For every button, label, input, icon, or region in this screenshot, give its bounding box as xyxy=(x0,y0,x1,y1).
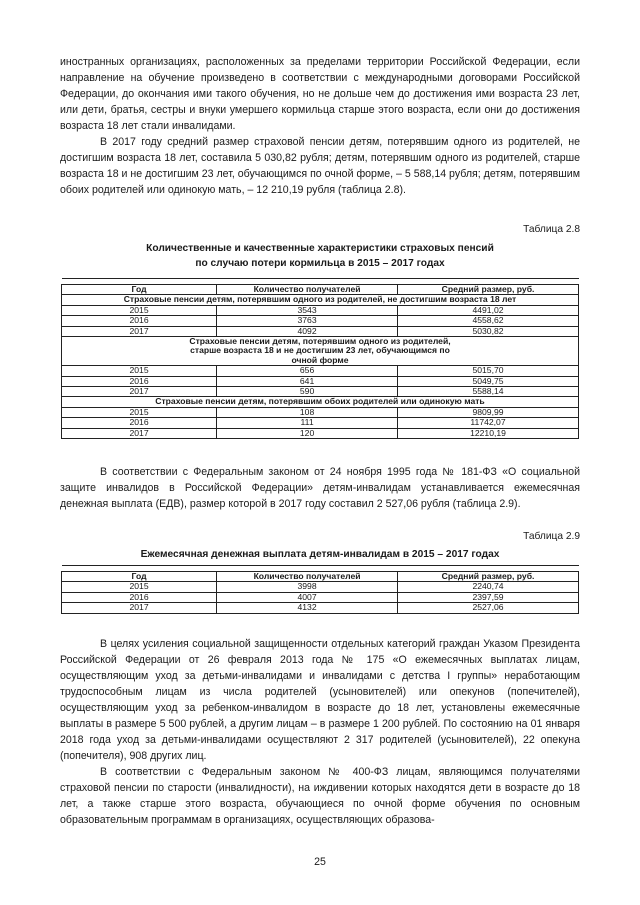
table-cell: 4558,62 xyxy=(398,316,579,326)
table-cell: 108 xyxy=(217,407,398,417)
table-cell: 3998 xyxy=(217,582,398,592)
table-row xyxy=(62,418,579,428)
table-cell: 2240,74 xyxy=(398,582,579,592)
column-header: Количество получателей xyxy=(217,285,398,295)
table-2-9-title: Ежемесячная денежная выплата детям-инвалидам в 2015 – 2017 годах xyxy=(140,549,500,560)
paragraph-400fz: В соответствии с Федеральным законом № 400-ФЗ лицам, являющимся получателями страховой пенсии по старости (инвалидности), на иждивении которых находятся дети в возрасте до 18 лет, а также старше этого возраста, обучающиеся по очной форме обучения по основным образовательным программам в организациях, осуществляющих образова- xyxy=(60,766,580,826)
table-cell: 590 xyxy=(217,387,398,397)
table-row xyxy=(62,376,579,386)
table-cell: 4007 xyxy=(217,592,398,602)
table-section-title: Страховые пенсии детям, потерявшим одного из родителей, не достигшим возраста 18 лет xyxy=(62,295,579,305)
table-cell: 5588,14 xyxy=(398,387,579,397)
table-2-9-label: Таблица 2.9 xyxy=(523,531,580,542)
table-cell: 12210,19 xyxy=(398,428,579,438)
table-cell: 2015 xyxy=(62,582,217,592)
table-cell: 2016 xyxy=(62,316,217,326)
table-cell: 2527,06 xyxy=(398,603,579,613)
table-header-row xyxy=(62,285,579,295)
table-row xyxy=(62,582,579,592)
table-cell: 4491,02 xyxy=(398,305,579,315)
table-cell: 3763 xyxy=(217,316,398,326)
table-cell: 5049,75 xyxy=(398,376,579,386)
column-header: Год xyxy=(62,572,217,582)
table-cell: 4092 xyxy=(217,326,398,336)
table-cell: 2397,59 xyxy=(398,592,579,602)
table-row xyxy=(62,592,579,602)
table-row xyxy=(62,428,579,438)
table-2-8 xyxy=(61,278,579,439)
page-number: 25 xyxy=(314,856,326,868)
table-section-row xyxy=(62,295,579,305)
table-cell: 4132 xyxy=(217,603,398,613)
table-cell: 2015 xyxy=(62,366,217,376)
table-row xyxy=(62,366,579,376)
table-cell: 111 xyxy=(217,418,398,428)
table-2-8-title-line2: по случаю потери кормильца в 2015 – 2017 годах xyxy=(195,258,445,269)
table-cell: 120 xyxy=(217,428,398,438)
paragraph-2017-pension: В 2017 году средний размер страховой пенсии детям, потерявшим одного из родителей, не достигшим возраста 18 лет, составила 5 030,82 рубля; детям, потерявшим одного из родителей, старше возраста 18 и не достигшим 23 лет, обучающимся по очной форме, – 5 588,14 рубля; детям, потерявшим обоих родителей или одинокую мать, – 12 210,19 рубля (таблица 2.8). xyxy=(60,136,580,196)
table-cell: 2016 xyxy=(62,376,217,386)
paragraph-foreign-study: иностранных организациях, расположенных за пределами территории Российской Федерации, если направление на обучение произведено в соответствии с международными договорами Российской Федерации, до окончания ими такого обучения, но не дольше чем до достижения ими возраста 23 лет, или дети, братья, сестры и внуки умершего кормильца старше этого возраста, если они до достижения возраста 18 лет стали инвалидами. xyxy=(60,56,580,132)
table-section-title: Страховые пенсии детям, потерявшим одного из родителей, старше возраста 18 и не достигшим 23 лет, обучающимся по очной форме xyxy=(62,337,579,366)
table-cell: 9809,99 xyxy=(398,407,579,417)
paragraph-decree-175: В целях усиления социальной защищенности отдельных категорий граждан Указом Президента Российской Федерации от 26 февраля 2013 года № 175 «О ежемесячных выплатах лицам, осуществляющим уход за детьми-инвалидами и инвалидами с детства I группы» неработающим трудоспособным лицам из числа родителей (усыновителей) или опекунов (попечителей), осуществляющим уход за ребенком-инвалидом в возрасте до 18 лет, установлены ежемесячные выплаты в размере 5 500 рублей, а другим лицам – в размере 1 200 рублей. По состоянию на 01 января 2018 года уход за детьми-инвалидами осуществляют 2 317 родителей (усыновителей), 22 опекуна (попечителя), 908 других лиц. xyxy=(60,638,580,762)
table-section-row xyxy=(62,397,579,407)
table-cell: 2017 xyxy=(62,603,217,613)
table-section-row xyxy=(62,337,579,366)
table-2-9 xyxy=(61,565,579,614)
paragraph-edv: В соответствии с Федеральным законом от 24 ноября 1995 года № 181-ФЗ «О социальной защите инвалидов в Российской Федерации» детям-инвалидам устанавливается ежемесячная денежная выплата (ЕДВ), размер которой в 2017 году составил 2 527,06 рубля (таблица 2.9). xyxy=(60,466,580,510)
table-row xyxy=(62,603,579,613)
table-row xyxy=(62,326,579,336)
table-cell: 2017 xyxy=(62,387,217,397)
table-header-row xyxy=(62,572,579,582)
table-row xyxy=(62,407,579,417)
table-cell: 2017 xyxy=(62,428,217,438)
table-cell: 3543 xyxy=(217,305,398,315)
column-header: Средний размер, руб. xyxy=(398,572,579,582)
table-2-8-title xyxy=(60,241,580,271)
text-block-top xyxy=(60,54,580,198)
table-cell: 5030,82 xyxy=(398,326,579,336)
table-cell: 5015,70 xyxy=(398,366,579,376)
text-block-bottom xyxy=(60,636,580,828)
table-section-title: Страховые пенсии детям, потерявшим обоих родителей или одинокую мать xyxy=(62,397,579,407)
table-cell: 2015 xyxy=(62,305,217,315)
table-2-8-title-line1: Количественные и качественные характеристики страховых пенсий xyxy=(146,243,494,254)
column-header: Средний размер, руб. xyxy=(398,285,579,295)
table-2-8-label: Таблица 2.8 xyxy=(523,224,580,235)
table-row xyxy=(62,316,579,326)
table-cell: 2016 xyxy=(62,418,217,428)
column-header: Количество получателей xyxy=(217,572,398,582)
table-cell: 2015 xyxy=(62,407,217,417)
table-row xyxy=(62,305,579,315)
table-cell: 11742,07 xyxy=(398,418,579,428)
table-cell: 641 xyxy=(217,376,398,386)
text-block-edv xyxy=(60,464,580,512)
table-cell: 2017 xyxy=(62,326,217,336)
table-row xyxy=(62,387,579,397)
table-cell: 2016 xyxy=(62,592,217,602)
column-header: Год xyxy=(62,285,217,295)
table-cell: 656 xyxy=(217,366,398,376)
